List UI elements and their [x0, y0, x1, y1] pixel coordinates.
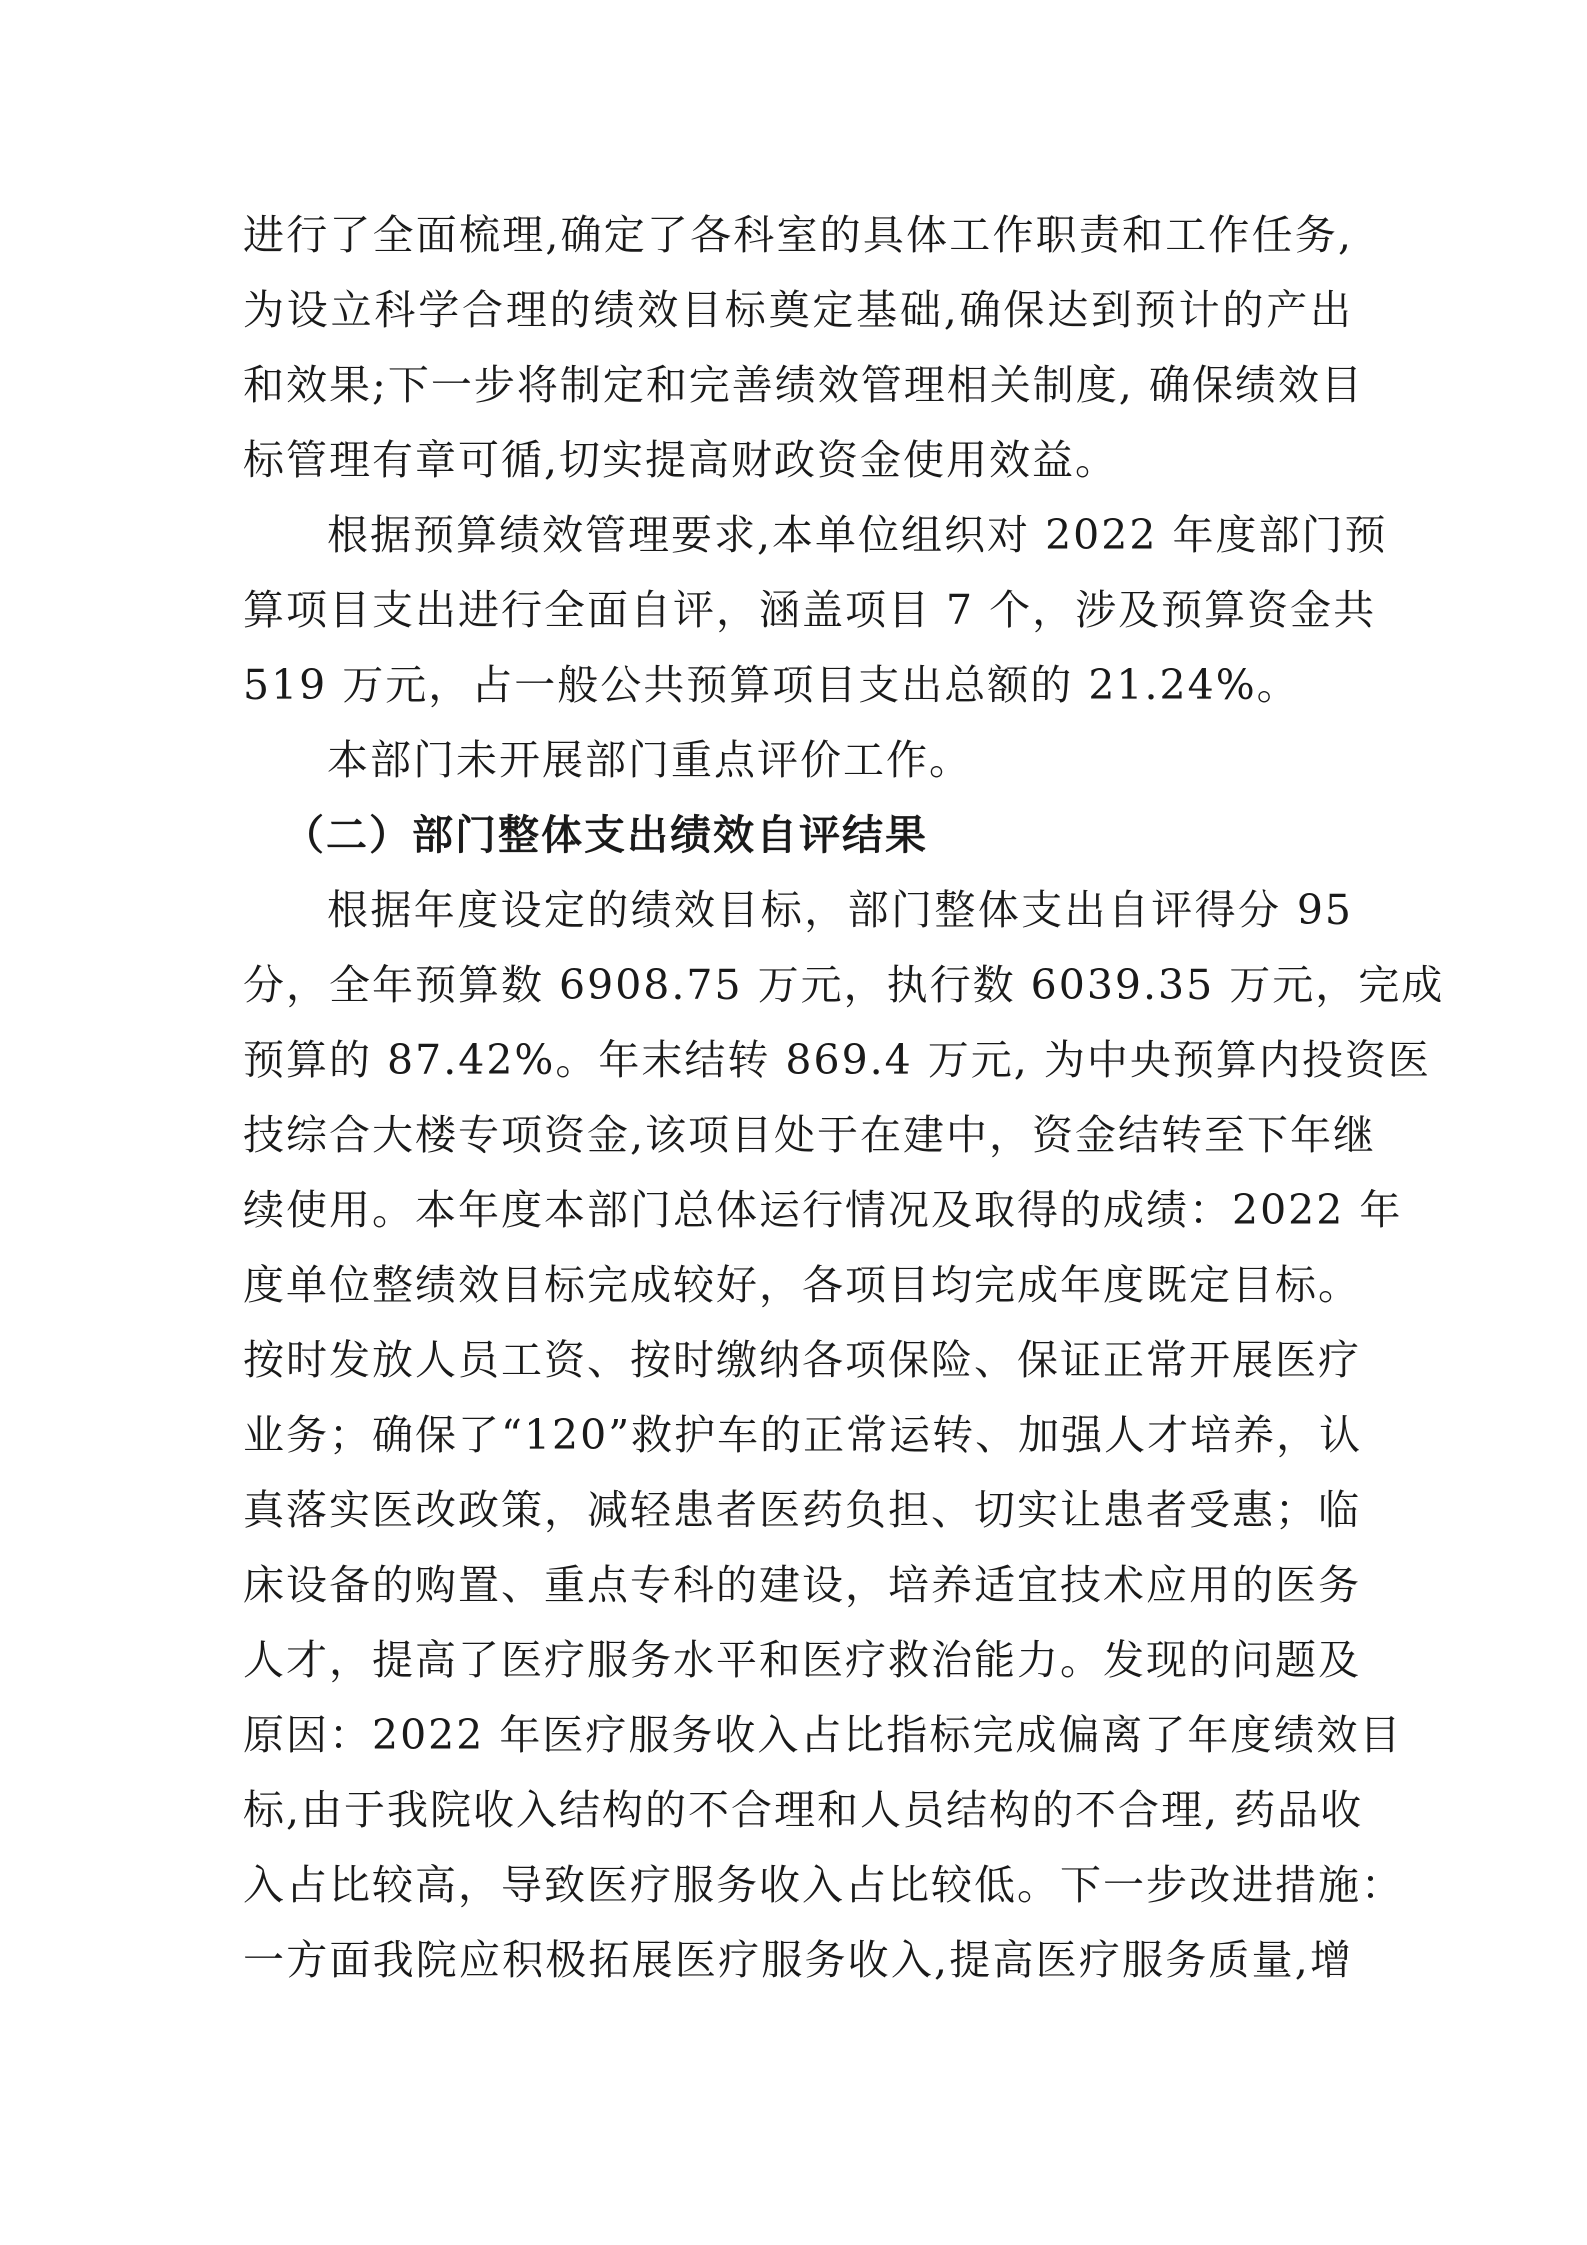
paragraph-line: 标,由于我院收入结构的不合理和人员结构的不合理, 药品收: [243, 1786, 1364, 1834]
paragraph-line: 本部门未开展部门重点评价工作。: [327, 736, 972, 784]
paragraph-line: 度单位整绩效目标完成较好，各项目均完成年度既定目标。: [243, 1261, 1361, 1309]
paragraph-line: 为设立科学合理的绩效目标奠定基础,确保达到预计的产出: [243, 286, 1353, 334]
paragraph-line: 技综合大楼专项资金,该项目处于在建中，资金结转至下年继: [243, 1111, 1377, 1159]
paragraph-line: 进行了全面梳理,确定了各科室的具体工作职责和工作任务,: [243, 211, 1353, 259]
document-body: [243, 198, 1445, 1998]
paragraph-line: 预算的 87.42%。年末结转 869.4 万元, 为中央预算内投资医: [243, 1036, 1431, 1084]
paragraph-line: 和效果;下一步将制定和完善绩效管理相关制度, 确保绩效目: [243, 361, 1364, 409]
paragraph-line: 业务；确保了“120”救护车的正常运转、加强人才培养，认: [243, 1411, 1363, 1459]
paragraph-line: 入占比较高，导致医疗服务收入占比较低。下一步改进措施：: [243, 1861, 1404, 1909]
paragraph-line: 原因：2022 年医疗服务收入占比指标完成偏离了年度绩效目: [243, 1711, 1403, 1759]
paragraph-line: 根据年度设定的绩效目标，部门整体支出自评得分 95: [327, 886, 1353, 934]
paragraph-line: 根据预算绩效管理要求,本单位组织对 2022 年度部门预: [327, 511, 1388, 559]
paragraph-line: 按时发放人员工资、按时缴纳各项保险、保证正常开展医疗: [243, 1336, 1361, 1384]
paragraph-line: 床设备的购置、重点专科的建设，培养适宜技术应用的医务: [243, 1561, 1361, 1609]
paragraph-line: 分，全年预算数 6908.75 万元，执行数 6039.35 万元，完成: [243, 961, 1445, 1009]
paragraph-line: 真落实医改政策，减轻患者医药负担、切实让患者受惠；临: [243, 1486, 1361, 1534]
section-heading: （二）部门整体支出绩效自评结果: [283, 811, 928, 859]
paragraph-line: 标管理有章可循,切实提高财政资金使用效益。: [243, 436, 1119, 484]
paragraph-line: 续使用。本年度本部门总体运行情况及取得的成绩：2022 年: [243, 1186, 1403, 1234]
paragraph-line: 算项目支出进行全面自评，涵盖项目 7 个，涉及预算资金共: [243, 586, 1377, 634]
paragraph-line: 人才，提高了医疗服务水平和医疗救治能力。发现的问题及: [243, 1636, 1361, 1684]
paragraph-line: 519 万元，占一般公共预算项目支出总额的 21.24%。: [243, 661, 1300, 709]
paragraph-line: 一方面我院应积极拓展医疗服务收入,提高医疗服务质量,增: [243, 1936, 1353, 1984]
